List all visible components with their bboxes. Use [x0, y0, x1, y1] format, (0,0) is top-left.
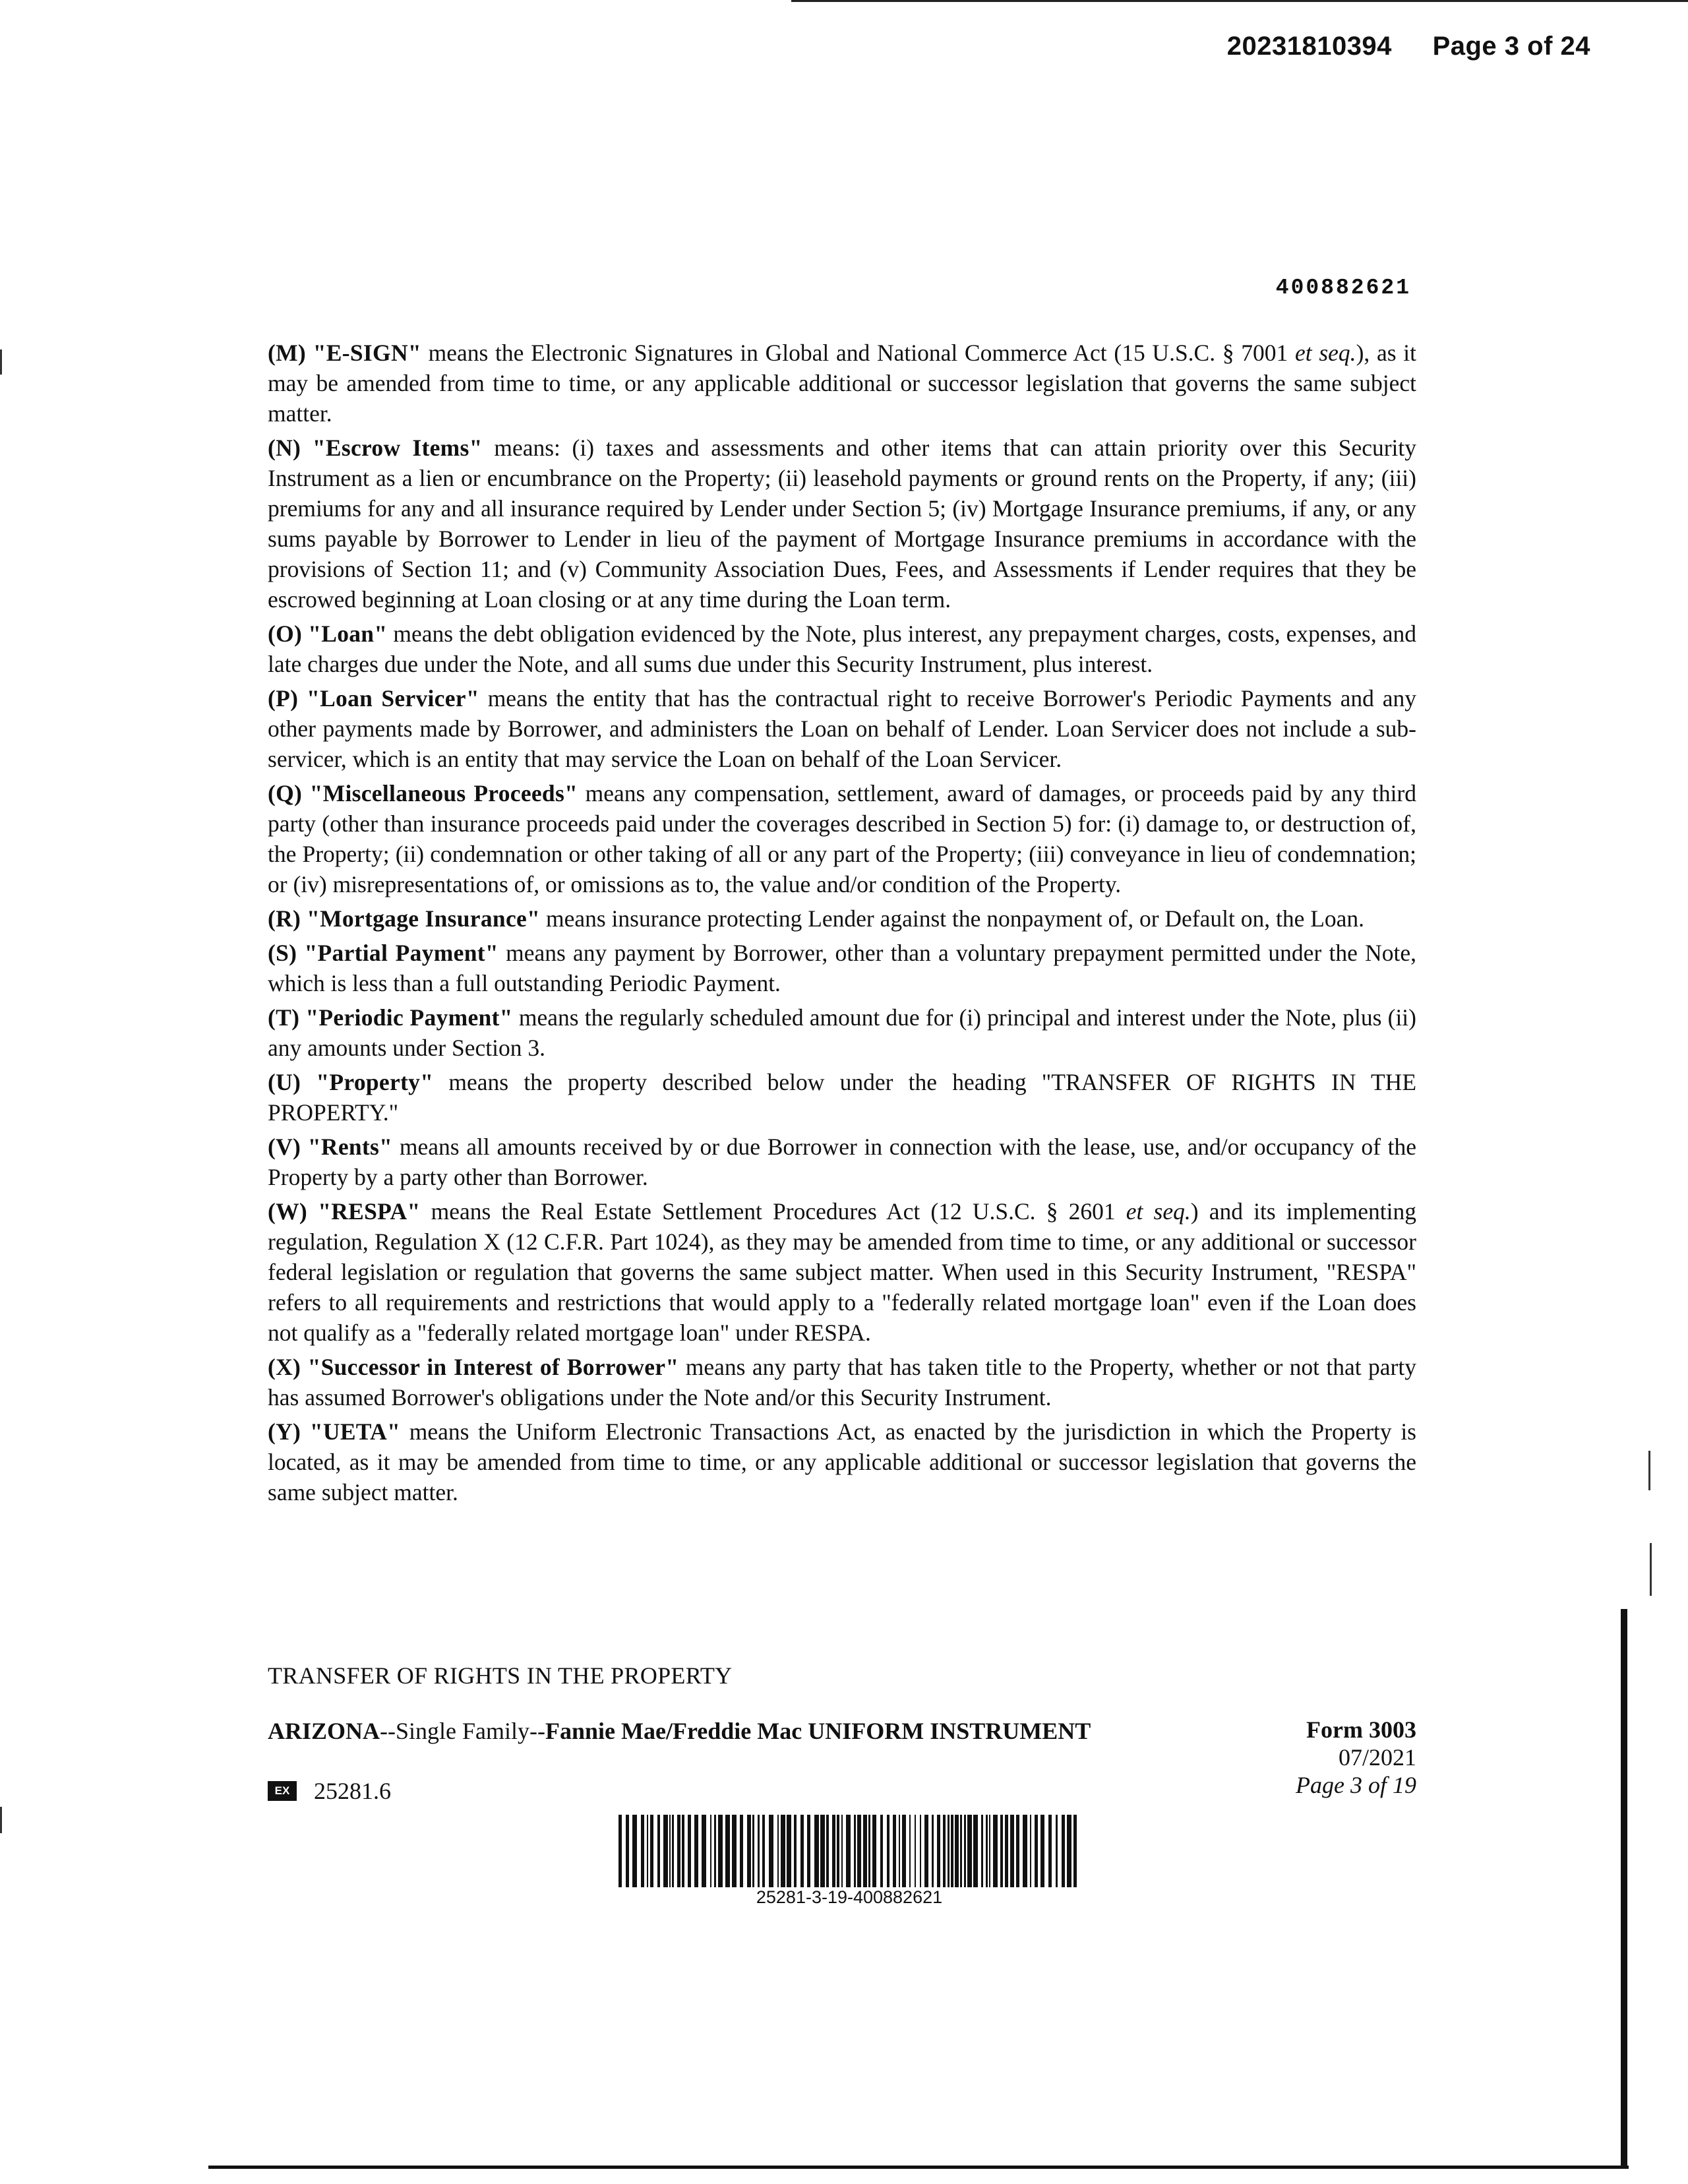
barcode-bar	[1048, 1815, 1052, 1887]
barcode-bar	[688, 1815, 691, 1887]
barcode-bar	[725, 1815, 730, 1887]
barcode-bar	[740, 1815, 743, 1887]
page-count: Page 3 of 24	[1432, 32, 1590, 61]
barcode-bar	[955, 1815, 959, 1887]
scan-mark-left-lower	[0, 1807, 2, 1833]
definition-u	[268, 1067, 1416, 1128]
barcode-bar	[1040, 1815, 1044, 1887]
definition-letter: (V)	[268, 1134, 301, 1160]
form-info	[1296, 1716, 1416, 1799]
definition-letter: (R)	[268, 905, 301, 932]
barcode-bar	[951, 1815, 953, 1887]
definition-text: means the regularly scheduled amount due for (i) principal and interest under the Note, plus (ii) any amounts under Section 3.	[268, 1004, 1416, 1061]
definition-text-cont: ) and its implementing regulation, Regulation X (12 C.F.R. Part 1024), as they may be amended from time to time, or any additional or successor federal legislation or regulation that governs the same subject matter. When used in this Security Instrument, "RESPA" refers to all requirements and restrictions that would apply to a "federally related mortgage loan" even if the Loan does not qualify as a "federally related mortgage loan" under RESPA.	[268, 1198, 1416, 1346]
definition-letter: (S)	[268, 940, 297, 966]
definition-w	[268, 1196, 1416, 1348]
barcode-bar	[989, 1815, 990, 1887]
definition-term: "Loan Servicer"	[307, 685, 479, 712]
barcode-bar	[1035, 1815, 1038, 1887]
definition-italic: et seq.	[1126, 1198, 1191, 1225]
definition-text: means insurance protecting Lender against the nonpayment of, or Default on, the Loan.	[540, 905, 1365, 932]
barcode-bar	[920, 1815, 921, 1887]
definition-term: "Loan"	[308, 621, 388, 647]
loan-number: 400882621	[1275, 276, 1411, 300]
barcode-bar	[702, 1815, 706, 1887]
barcode-bar	[993, 1815, 998, 1887]
definition-y	[268, 1416, 1416, 1507]
barcode-bar	[973, 1815, 978, 1887]
barcode-bar	[794, 1815, 797, 1887]
definition-term: "RESPA"	[318, 1198, 421, 1225]
barcode-bar	[1005, 1815, 1008, 1887]
definition-text: means the Uniform Electronic Transactions Act, as enacted by the jurisdiction in which the Property is located, as it may be amended from time to time, or any applicable additional or successor legislation that governs the same subject matter.	[268, 1418, 1416, 1505]
definition-italic: et seq.	[1295, 340, 1356, 366]
barcode-bar	[669, 1815, 671, 1887]
definition-letter: (M)	[268, 340, 307, 366]
barcode-bar	[1023, 1815, 1027, 1887]
definitions-list	[268, 338, 1416, 1511]
scan-mark-right-lower	[1650, 1543, 1652, 1596]
barcode-bar	[967, 1815, 972, 1887]
barcode-bar	[758, 1815, 760, 1887]
scan-edge-bottom	[208, 2166, 1629, 2169]
document-code-number: 25281.6	[314, 1778, 391, 1804]
barcode-bar	[880, 1815, 883, 1887]
definition-v	[268, 1132, 1416, 1192]
form-page-number: Page 3 of 19	[1296, 1772, 1416, 1798]
barcode-text: 25281-3-19-400882621	[756, 1887, 943, 1907]
definition-t	[268, 1002, 1416, 1063]
definition-term: "Successor in Interest of Borrower"	[307, 1354, 679, 1380]
barcode-bar	[948, 1815, 950, 1887]
definition-text: means: (i) taxes and assessments and other items that can attain priority over this Security Instrument as a lien or encumbrance on the Property; (ii) leasehold payments or ground rents on the Property, if any; (iii) premiums for any and all insurance required by Lender under Section 5; (iv) Mortgage Insurance premiums, if any, or any sums payable by Borrower to Lender in lieu of the payment of Mortgage Insurance premiums in accordance with the provisions of Section 11; and (v) Community Association Dues, Fees, and Assessments if Lender requires that they be escrowed beginning at Loan closing or at any time during the Loan term.	[268, 435, 1417, 613]
barcode-bar	[682, 1815, 684, 1887]
definition-letter: (W)	[268, 1198, 308, 1225]
barcode-bar	[943, 1815, 946, 1887]
definition-term: "Property"	[316, 1069, 434, 1095]
definition-letter: (Y)	[268, 1418, 301, 1445]
barcode-bar	[868, 1815, 870, 1887]
barcode-bar	[800, 1815, 804, 1887]
scan-mark-left	[0, 349, 2, 375]
form-state: ARIZONA	[268, 1718, 380, 1744]
barcode-bar	[710, 1815, 711, 1887]
definition-term: "Escrow Items"	[312, 435, 483, 461]
definition-text-cont: ), as it may be amended from time to time, or any applicable additional or successor legislation that governs the same subject matter.	[268, 340, 1416, 427]
barcode-bar	[915, 1815, 916, 1887]
barcode-bar	[807, 1815, 810, 1887]
barcode-bar	[657, 1815, 660, 1887]
definition-term: "Periodic Payment"	[305, 1004, 513, 1031]
definition-letter: (N)	[268, 435, 301, 461]
barcode-bar	[694, 1815, 698, 1887]
definition-letter: (X)	[268, 1354, 301, 1380]
barcode-bar	[981, 1815, 983, 1887]
barcode-bar	[762, 1815, 765, 1887]
barcode-bar	[777, 1815, 779, 1887]
barcode-bar	[1010, 1815, 1014, 1887]
definition-text: means any party that has taken title to the Property, whether or not that party has assumed Borrower's obligations under the Note and/or this Security Instrument.	[268, 1354, 1416, 1410]
form-title	[268, 1717, 1091, 1745]
barcode-bar	[814, 1815, 819, 1887]
barcode-bar	[832, 1815, 835, 1887]
barcode-bar	[672, 1815, 674, 1887]
barcode-bar	[641, 1815, 644, 1887]
barcode-bar	[1030, 1815, 1031, 1887]
barcode-bar	[841, 1815, 843, 1887]
barcode-bar	[826, 1815, 829, 1887]
recording-number: 20231810394	[1226, 32, 1392, 61]
definition-term: "Miscellaneous Proceeds"	[309, 780, 578, 806]
document-code	[268, 1777, 391, 1805]
page-header	[1227, 32, 1590, 61]
barcode-bar	[714, 1815, 716, 1887]
barcode-bar	[960, 1815, 962, 1887]
barcode-bar	[887, 1815, 889, 1887]
definition-letter: (T)	[268, 1004, 300, 1031]
scan-edge-top	[791, 0, 1688, 2]
definition-text: means the Electronic Signatures in Global and National Commerce Act (15 U.S.C. § 7001	[421, 340, 1296, 366]
definition-s	[268, 938, 1416, 998]
definition-term: "Mortgage Insurance"	[307, 905, 541, 932]
barcode-bar	[924, 1815, 928, 1887]
definition-text: means any compensation, settlement, award of damages, or proceeds paid by any third party (other than insurance proceeds paid under the coverages described in Section 5) for: (i) damage to, or destruction of, the Property; (ii) condemnation or other taking of all or any part of the Property; (iii) conveyance in lieu of condemnation; or (iv) misrepresentations of, or omissions as to, the value and/or condition of the Property.	[268, 780, 1417, 897]
barcode-bar	[1056, 1815, 1058, 1887]
barcode-bar	[677, 1815, 680, 1887]
barcode-bar	[893, 1815, 896, 1887]
barcode-bar	[787, 1815, 791, 1887]
definition-text: means the entity that has the contractual right to receive Borrower's Periodic Payments and any other payments made by Borrower, and administers the Loan on behalf of Lender. Loan Servicer does not include a sub-servicer, which is an entity that may service the Loan on behalf of the Loan Servicer.	[268, 685, 1416, 772]
barcode-bar	[747, 1815, 751, 1887]
barcode-bar	[837, 1815, 839, 1887]
definition-text: means any payment by Borrower, other than a voluntary prepayment permitted under the Note, which is less than a full outstanding Periodic Payment.	[268, 940, 1416, 996]
barcode-bar	[618, 1815, 622, 1887]
barcode-bar	[909, 1815, 911, 1887]
barcode-bar	[863, 1815, 867, 1887]
definition-r	[268, 903, 1416, 934]
barcode-bar	[1062, 1815, 1065, 1887]
definition-o	[268, 619, 1416, 679]
definition-term: "Rents"	[307, 1134, 393, 1160]
definition-text: means the debt obligation evidenced by the Note, plus interest, any prepayment charges, costs, expenses, and late charges due under the Note, and all sums due under this Security Instrument, plus interest.	[268, 621, 1416, 677]
section-heading: TRANSFER OF RIGHTS IN THE PROPERTY	[268, 1662, 733, 1689]
barcode-bar	[647, 1815, 648, 1887]
barcode-bar	[854, 1815, 856, 1887]
definition-letter: (Q)	[268, 780, 303, 806]
form-type: --Single Family--	[380, 1718, 545, 1744]
definition-q	[268, 778, 1416, 899]
barcode-bar	[781, 1815, 785, 1887]
barcode-bar	[769, 1815, 773, 1887]
barcode-bar	[752, 1815, 754, 1887]
barcode-bar	[732, 1815, 737, 1887]
barcode-bar	[1067, 1815, 1071, 1887]
definition-x	[268, 1352, 1416, 1412]
barcode-bar	[626, 1815, 629, 1887]
scan-mark-right	[1648, 1451, 1650, 1490]
barcode-icon	[618, 1815, 1080, 1887]
barcode-bar	[902, 1815, 906, 1887]
barcode-bar	[1000, 1815, 1003, 1887]
barcode-bar	[932, 1815, 934, 1887]
definition-letter: (P)	[268, 685, 299, 712]
definition-text: means the Real Estate Settlement Procedures Act (12 U.S.C. § 2601	[420, 1198, 1126, 1225]
barcode-bar	[663, 1815, 668, 1887]
ellie-mae-ex-icon: EX	[268, 1781, 297, 1801]
definition-n	[268, 433, 1416, 615]
barcode-bar	[632, 1815, 637, 1887]
definition-text: means all amounts received by or due Borrower in connection with the lease, use, and/or occupancy of the Property by a party other than Borrower.	[268, 1134, 1416, 1190]
barcode-bar	[857, 1815, 861, 1887]
form-number: Form 3003	[1306, 1716, 1416, 1743]
definition-term: "E-SIGN"	[313, 340, 421, 366]
barcode-bar	[964, 1815, 966, 1887]
barcode-bar	[846, 1815, 851, 1887]
scan-edge-right	[1621, 1609, 1627, 2168]
barcode-bar	[650, 1815, 653, 1887]
barcode-bar	[872, 1815, 876, 1887]
barcode-bar	[820, 1815, 825, 1887]
form-instrument: Fannie Mae/Freddie Mac UNIFORM INSTRUMENT	[545, 1718, 1091, 1744]
barcode-bar	[1016, 1815, 1019, 1887]
form-date: 07/2021	[1338, 1744, 1416, 1771]
barcode-bar	[718, 1815, 723, 1887]
definition-text: means the property described below under the heading "TRANSFER OF RIGHTS IN THE PROPERTY."	[268, 1069, 1417, 1126]
barcode-bar	[937, 1815, 940, 1887]
definition-letter: (O)	[268, 621, 303, 647]
barcode-bar	[1073, 1815, 1077, 1887]
definition-m	[268, 338, 1416, 429]
definition-term: "UETA"	[309, 1418, 401, 1445]
barcode-bar	[986, 1815, 988, 1887]
barcode-bar	[899, 1815, 900, 1887]
definition-term: "Partial Payment"	[304, 940, 498, 966]
definition-p	[268, 683, 1416, 774]
definition-letter: (U)	[268, 1069, 301, 1095]
